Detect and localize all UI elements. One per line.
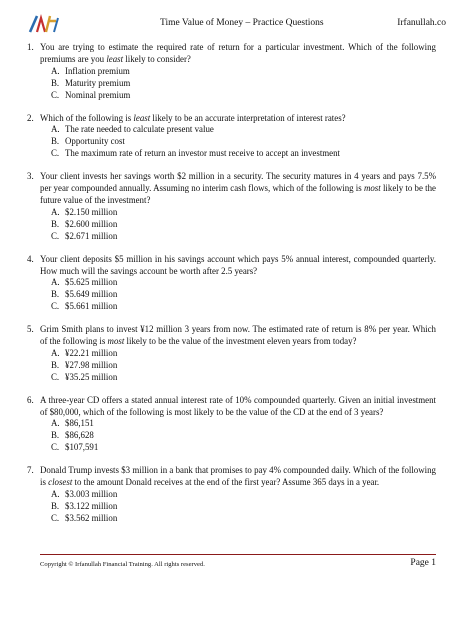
option-text: $5.625 million xyxy=(65,277,118,288)
question-7 xyxy=(27,465,436,525)
stem-text: Which of the following is xyxy=(40,112,134,123)
stem-emphasis: least xyxy=(106,53,124,64)
answer-options xyxy=(51,418,436,454)
page-number: Page 1 xyxy=(410,558,436,568)
answer-option xyxy=(51,124,436,136)
answer-option xyxy=(51,90,436,102)
option-text: $107,591 xyxy=(65,442,99,453)
answer-option xyxy=(51,277,436,289)
stem-text: Donald Trump invests $3 million in a bank that promises to pay 4% compounded daily. Which of the following is xyxy=(40,465,436,488)
option-letter: C. xyxy=(51,371,60,382)
answer-options xyxy=(51,207,436,243)
option-letter: C. xyxy=(51,512,60,523)
answer-option xyxy=(51,360,436,372)
answer-option xyxy=(51,207,436,219)
question-stem xyxy=(40,113,436,125)
answer-option xyxy=(51,66,436,78)
option-letter: A. xyxy=(51,206,60,217)
stem-emphasis: most xyxy=(107,336,125,347)
answer-options xyxy=(51,66,436,102)
answer-options xyxy=(51,277,436,313)
answer-option xyxy=(51,430,436,442)
stem-text: likely to be the future value of the investment? xyxy=(40,183,436,205)
footer-rule xyxy=(40,554,436,555)
option-letter: A. xyxy=(51,124,60,135)
option-text: The maximum rate of return an investor must receive to accept an investment xyxy=(65,148,341,159)
answer-options xyxy=(51,348,436,384)
option-letter: C. xyxy=(51,148,60,159)
answer-option xyxy=(51,301,436,313)
question-number: 4. xyxy=(27,253,34,264)
answer-option xyxy=(51,489,436,501)
stem-text: likely to be an accurate interpretation of interest rates? xyxy=(150,112,346,123)
option-letter: B. xyxy=(51,359,60,370)
question-number: 2. xyxy=(27,112,34,123)
option-letter: B. xyxy=(51,218,60,229)
option-text: Opportunity cost xyxy=(65,136,125,147)
stem-text: A three-year CD offers a stated annual interest rate of 10% compounded quarterly. Given an initial investment of $80,000, which of the following is most likely to be the value of the CD at the end of 3 years? xyxy=(40,394,436,417)
answer-option xyxy=(51,231,436,243)
option-letter: B. xyxy=(51,289,60,300)
question-6 xyxy=(27,394,436,455)
question-list xyxy=(27,42,436,536)
answer-option xyxy=(51,442,436,454)
stem-text: Your client deposits $5 million in his savings account which pays 5% annual interest, compounded quarterly. How much will the savings account be worth after 2.5 years? xyxy=(40,253,436,276)
stem-text: likely to be the value of the investment eleven years from today? xyxy=(124,336,357,347)
option-text: Maturity premium xyxy=(65,77,131,88)
question-stem xyxy=(40,42,436,66)
question-number: 3. xyxy=(27,171,34,182)
option-text: $3.122 million xyxy=(65,500,118,511)
option-text: $3.003 million xyxy=(65,489,118,499)
option-letter: A. xyxy=(51,347,60,358)
answer-option xyxy=(51,148,436,160)
option-letter: C. xyxy=(51,89,60,100)
option-letter: A. xyxy=(51,277,60,288)
option-text: $2.671 million xyxy=(65,230,118,241)
question-2 xyxy=(27,112,436,161)
answer-option xyxy=(51,513,436,525)
answer-option xyxy=(51,78,436,90)
stem-emphasis: most xyxy=(363,183,381,194)
stem-text: Grim Smith plans to invest ¥12 million 3 years from now. The estimated rate of return is 8% per year. Which of the following is xyxy=(40,324,436,347)
option-text: $2.600 million xyxy=(65,218,118,229)
option-text: $2.150 million xyxy=(65,206,118,217)
stem-text: You are trying to estimate the required rate of return for a particular investment. Which of the following premiums are you xyxy=(40,42,436,64)
document-title: Time Value of Money – Practice Questions xyxy=(160,18,324,28)
question-number: 5. xyxy=(27,324,34,335)
option-text: Nominal premium xyxy=(65,89,131,100)
stem-text: likely to consider? xyxy=(123,53,191,64)
option-text: $86,628 xyxy=(65,430,94,441)
irfanullah-logo-icon xyxy=(28,12,60,34)
stem-emphasis: closest xyxy=(48,477,73,488)
option-text: The rate needed to calculate present value xyxy=(65,124,214,135)
site-name: Irfanullah.co xyxy=(397,18,446,28)
question-stem xyxy=(40,254,436,278)
question-stem xyxy=(40,395,436,419)
option-letter: C. xyxy=(51,230,60,241)
question-stem xyxy=(40,465,436,489)
answer-options xyxy=(51,489,436,525)
option-letter: A. xyxy=(51,489,60,499)
answer-options xyxy=(51,124,436,160)
answer-option xyxy=(51,372,436,384)
page-header xyxy=(0,0,474,40)
footer-copyright: Copyright © Irfanullah Financial Training. All rights reserved. xyxy=(40,561,205,568)
question-4 xyxy=(27,253,436,314)
question-stem xyxy=(40,171,436,207)
option-text: $5.649 million xyxy=(65,289,118,300)
option-text: Inflation premium xyxy=(65,65,130,76)
option-letter: B. xyxy=(51,77,60,88)
question-stem xyxy=(40,324,436,348)
answer-option xyxy=(51,219,436,231)
option-letter: A. xyxy=(51,65,60,76)
question-1 xyxy=(27,42,436,102)
answer-option xyxy=(51,501,436,513)
question-number: 1. xyxy=(27,42,34,52)
answer-option xyxy=(51,289,436,301)
option-text: ¥35.25 million xyxy=(65,371,118,382)
question-5 xyxy=(27,324,436,384)
option-letter: B. xyxy=(51,500,60,511)
answer-option xyxy=(51,136,436,148)
option-text: $86,151 xyxy=(65,418,94,429)
option-letter: A. xyxy=(51,418,60,429)
stem-text: to the amount Donald receives at the end of the first year? Assume 365 days in a year. xyxy=(72,477,380,488)
question-number: 7. xyxy=(27,465,34,476)
answer-option xyxy=(51,348,436,360)
question-number: 6. xyxy=(27,394,34,405)
option-text: $3.562 million xyxy=(65,512,118,523)
option-text: ¥27.98 million xyxy=(65,359,118,370)
option-text: $5.661 million xyxy=(65,301,118,312)
stem-emphasis: least xyxy=(133,112,151,123)
question-3 xyxy=(27,171,436,242)
answer-option xyxy=(51,418,436,430)
stem-text: Your client invests her savings worth $2 million in a security. The security matures in 4 years and pays 7.5% per year compounded annually. Assuming no interim cash flows, which of the following is xyxy=(40,171,436,194)
option-letter: B. xyxy=(51,136,60,147)
option-letter: C. xyxy=(51,442,60,453)
option-text: ¥22.21 million xyxy=(65,347,118,358)
option-letter: C. xyxy=(51,301,60,312)
option-letter: B. xyxy=(51,430,60,441)
